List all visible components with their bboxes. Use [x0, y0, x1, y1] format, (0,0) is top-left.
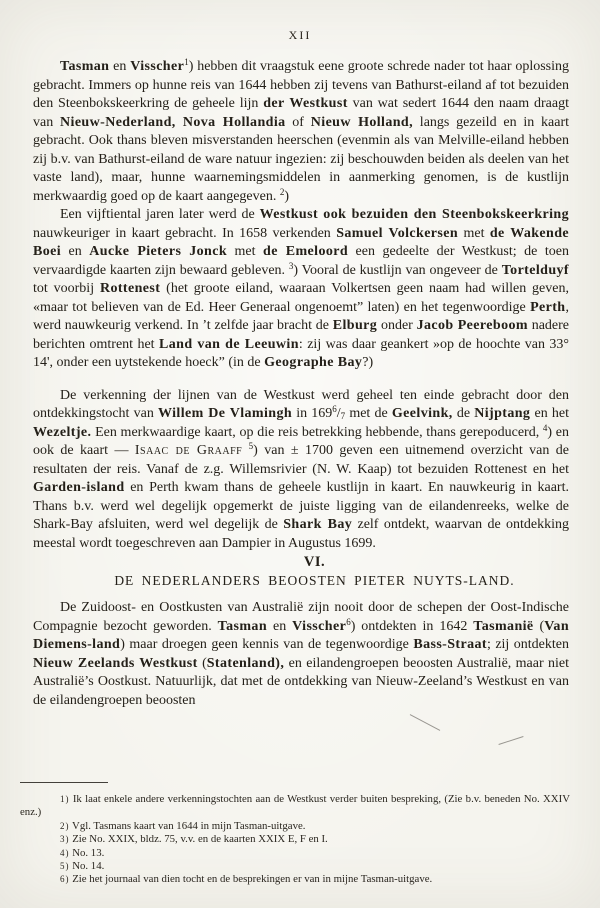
- footnote-text: Zie het journaal van dien tocht en de besprekingen er van in mijne Tasman-uitgave.: [72, 873, 433, 886]
- paragraph-westkust-1658: Een vijftiental jaren later werd de Westkust ook bezuiden den Steenbokskeerkring nauwkeuriger in kaart gebracht. In 1658 verkenden Samuel Volckersen met de Wakende Boei en Aucke Pieters Jonck met de Emeloord een gedeelte der Westkust; de toen vervaardigde kaarten zijn bewaard gebleven. $^3$) Vooral de kustlijn van ongeveer de Tortelduyf tot voorbij Rottenest (het groote eiland, waaraan Volkertsen geen naam had willen geven, «maar tot believen van de Ed. Heer Generaal ongenoemt” laten) en het tegenwoordige Perth, werd nauwkeurig verkend. In ’t zelfde jaar bracht de Elburg onder Jacob Peereboom nadere berichten omtrent het Land van de Leeuwin: zij was daar geankert »op de hoochte van 33° 14', onder een uytstekende hoeck” (in de Geographe Bay?): [33, 207, 569, 370]
- paragraph-oostkusten: De Zuidoost- en Oostkusten van Australië zijn nooit door de schepen der Oost-Indische Compagnie bezocht geworden. Tasman en Visscher$^6$) ontdekten in 1642 Tasmanië (Van Diemens-land) maar droegen geen kennis van de tegenwoordige Bass-Straat; zij ontdekten Nieuw Zeelands Westkust (Statenland), en eilandengroepen beoosten Australië, maar niet Australië’s Oostkust. Natuurlijk, dat met de ontdekking van Nieuw-Zeeland’s Westkust en van de eilandengroepen beoosten: [33, 600, 569, 708]
- footnote-text: Zie No. XXIX, bldz. 75, v.v. en de kaarten XXIX E, F en I.: [72, 833, 328, 846]
- paragraph-de-vlamingh: De verkenning der lijnen van de Westkust werd geheel ten einde gebracht door den ontdekkingstocht van Willem De Vlamingh in $169^6/_7$ met de Geelvink, de Nijptang en het Wezeltje. Een merkwaardige kaart, op die reis betrekking hebbende, thans gerepoducerd, $^4$) en ook de kaart — Isaac de Graaff $^5$) van ± 1700 geven een uitnemend overzicht van de resultaten der reis. Vanaf de z.g. Willemsrivier (N. W. Kaap) tot bezuiden Rottenest en het Garden-island en Perth kwam thans de geheele kustlijn in kaart. En nauwkeurig in kaart. Thans b.v. werd wel degelijk opgemerkt de juiste ligging van de eilandenreeks, welke de Shark-Bay afsluiten, werd wel degelijk de Shark Bay zelf ontdekt, waarvan de ontdekking meestal wordt toegeschreven aan Dampier in Augustus 1699.: [33, 387, 569, 551]
- section-title: DE NEDERLANDERS BEOOSTEN PIETER NUYTS-LAND.: [114, 572, 515, 588]
- body-text: [33, 58, 569, 710]
- footnote-marker: 6): [60, 874, 70, 885]
- footnote-marker: 5): [60, 861, 70, 872]
- footnote-1: [20, 793, 570, 820]
- scan-artifact: [410, 714, 440, 731]
- footnote-6: [20, 873, 570, 886]
- footnote-text: No. 14.: [72, 860, 105, 873]
- footnotes-section: [20, 782, 570, 887]
- footnote-text: Ik laat enkele andere verkenningstochten aan de Westkust verder buiten bespreking, (Zie b.v. beneden No. XXIV enz.): [20, 793, 570, 819]
- footnote-marker: 2): [60, 820, 70, 831]
- scan-artifact: [498, 736, 523, 745]
- footnote-separator-rule: [20, 782, 108, 783]
- footnote-2: [20, 820, 570, 833]
- footnote-4: [20, 847, 570, 860]
- page-number: XII: [288, 28, 312, 42]
- paragraph-tasman-visscher: Tasman en Visscher$^1$) hebben dit vraagstuk eene groote schrede nader tot haar oplossing gebracht. Immers op hunne reis van 1644 hebben zij tevens van Bathurst-eiland af tot bezuiden den Steenbokskeerkring de geheele lijn der Westkust van wat sedert 1644 den naam draagt van Nieuw-Nederland, Nova Hollandia of Nieuw Holland, langs gezeild en in kaart gebracht. Ook thans bleven misverstanden heerschen (evenmin als van Melville-eiland hebben zij b.v. van Bathurst-eiland de ware natuur ingezien: zij beschouwden beiden als deelen van het vaste land), maar, hunne waarnemingsmiddelen in aanmerking genomen, is de kustlijn merkwaardig goed op de kaart aangegeven. $^2$): [33, 58, 569, 204]
- footnote-3: [20, 833, 570, 846]
- footnote-marker: 3): [60, 834, 70, 845]
- footnote-text: Vgl. Tasmans kaart van 1644 in mijn Tasman-uitgave.: [72, 819, 306, 832]
- footnote-5: [20, 860, 570, 873]
- footnote-marker: 4): [60, 847, 70, 858]
- section-number: VI.: [303, 554, 326, 570]
- footnote-text: No. 13.: [72, 846, 105, 859]
- footnote-marker: 1): [60, 794, 70, 804]
